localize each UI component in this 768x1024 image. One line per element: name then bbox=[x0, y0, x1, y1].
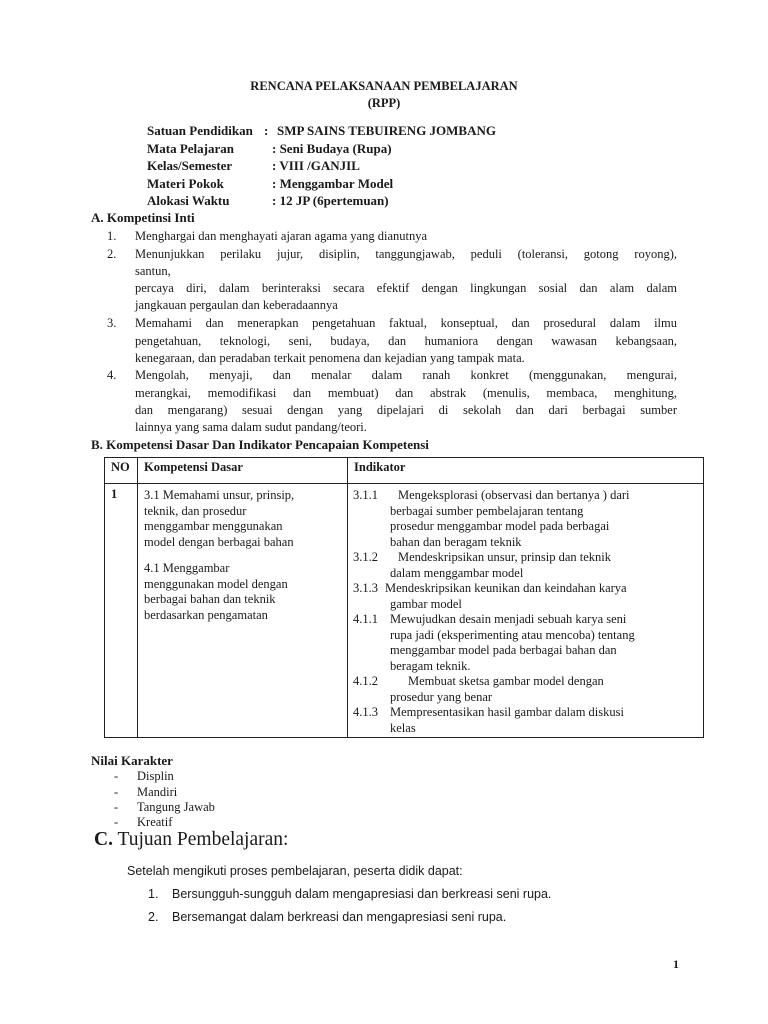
indicator-line: Mengeksplorasi (observasi dan bertanya ) dari bbox=[398, 488, 630, 502]
kd-line: berdasarkan pengamatan bbox=[144, 607, 268, 622]
indicator-line: Mempresentasikan hasil gambar dalam diskusi bbox=[390, 705, 624, 719]
kd-line: menggunakan model dengan bbox=[144, 576, 288, 591]
section-c-letter: C. bbox=[94, 829, 113, 850]
column-header-indikator: Indikator bbox=[348, 458, 704, 484]
section-b-heading: B. Kompetensi Dasar Dan Indikator Pencapaian Kompetensi bbox=[91, 437, 429, 452]
list-item-line: Mengolah, menyaji, dan menalar dalam ranah konkret (menggunakan, mengurai, bbox=[135, 368, 677, 382]
indicator-line: kelas bbox=[390, 720, 416, 735]
table-header-row bbox=[105, 458, 704, 484]
list-item: Bersemangat dalam berkreasi dan mengapresiasi seni rupa. bbox=[172, 910, 507, 924]
list-item: Bersungguh-sungguh dalam mengapresiasi dan berkreasi seni rupa. bbox=[172, 887, 552, 901]
indicator-line: beragam teknik. bbox=[390, 658, 471, 673]
indicator-line: prosedur menggambar model pada berbagai bbox=[390, 519, 610, 533]
table-row bbox=[105, 484, 704, 738]
indicator-line: Membuat sketsa gambar model dengan bbox=[408, 674, 604, 688]
indicator-line: menggambar model pada berbagai bahan dan bbox=[390, 643, 617, 657]
list-item-line: santun, bbox=[135, 264, 171, 278]
list-number: 2. bbox=[107, 247, 117, 261]
list-number: 1. bbox=[148, 887, 159, 901]
indicator-line: Mewujudkan desain menjadi sebuah karya seni bbox=[390, 612, 627, 626]
kd-line: teknik, dan prosedur bbox=[144, 503, 247, 518]
list-number: 4. bbox=[107, 368, 117, 382]
indicator-code: 3.1.1 bbox=[353, 488, 378, 502]
section-a-heading: A. Kompetinsi Inti bbox=[91, 210, 195, 225]
meta-key: Alokasi Waktu bbox=[147, 193, 230, 208]
kd-line: menggambar menggunakan bbox=[144, 519, 283, 533]
kd-line: berbagai bahan dan teknik bbox=[144, 592, 276, 606]
indicator-code: 4.1.2 bbox=[353, 674, 378, 688]
cell-indikator bbox=[348, 484, 704, 738]
meta-key: Satuan Pendidikan bbox=[147, 123, 253, 138]
section-c-heading: C. Tujuan Pembelajaran: bbox=[94, 829, 289, 850]
indicator-line: bahan dan beragam teknik bbox=[390, 534, 522, 549]
competency-table bbox=[104, 457, 704, 738]
bullet: - bbox=[114, 769, 119, 783]
list-item-line: lainnya yang sama dalam sudut pandang/teori. bbox=[135, 420, 367, 434]
meta-value: : VIII /GANJIL bbox=[272, 158, 360, 173]
list-number: 1. bbox=[107, 229, 117, 243]
nilai-karakter-heading: Nilai Karakter bbox=[91, 753, 173, 768]
list-item-line: pengetahuan, teknologi, seni, budaya, dan humaniora dengan wawasan kebangsaan, bbox=[135, 334, 677, 348]
indicator-line: prosedur yang benar bbox=[390, 689, 493, 704]
row-number: 1 bbox=[111, 487, 118, 501]
indicator-line: rupa jadi (eksperimenting atau mencoba) tentang bbox=[390, 627, 635, 642]
list-item: Tangung Jawab bbox=[137, 800, 215, 814]
list-number: 3. bbox=[107, 316, 117, 330]
list-item-line: jangkauan pergaulan dan keberadaannya bbox=[135, 298, 338, 312]
column-header-no: NO bbox=[105, 458, 138, 484]
bullet: - bbox=[114, 815, 119, 829]
list-number: 2. bbox=[148, 910, 159, 924]
column-header-kd: Kompetensi Dasar bbox=[138, 458, 348, 484]
section-c-intro: Setelah mengikuti proses pembelajaran, peserta didik dapat: bbox=[127, 864, 463, 878]
document-subtitle: (RPP) bbox=[367, 96, 401, 110]
list-item-line: Memahami dan menerapkan pengetahuan faktual, konseptual, dan prosedural dalam ilmu bbox=[135, 316, 677, 330]
bullet: - bbox=[114, 785, 119, 799]
cell-no bbox=[105, 484, 138, 738]
list-item: Mandiri bbox=[137, 785, 178, 799]
kd-line: 4.1 Menggambar bbox=[144, 561, 230, 575]
indicator-code: 4.1.1 bbox=[353, 612, 378, 626]
meta-value: : Seni Budaya (Rupa) bbox=[272, 141, 392, 156]
indicator-line: dalam menggambar model bbox=[390, 565, 524, 580]
meta-value-school: SMP SAINS TEBUIRENG JOMBANG bbox=[277, 123, 496, 138]
kd-line: model dengan berbagai bahan bbox=[144, 534, 294, 549]
meta-value: : 12 JP (6pertemuan) bbox=[272, 193, 389, 208]
list-item-line: Menunjukkan perilaku jujur, disiplin, tanggungjawab, peduli (toleransi, gotong royong), bbox=[135, 247, 677, 261]
meta-value: : Menggambar Model bbox=[272, 176, 394, 191]
indicator-line: berbagai sumber pembelajaran tentang bbox=[390, 503, 584, 518]
indicator-line: gambar model bbox=[390, 596, 462, 611]
page-number: 1 bbox=[673, 957, 679, 971]
list-item: Kreatif bbox=[137, 815, 173, 829]
kd-line: 3.1 Memahami unsur, prinsip, bbox=[144, 488, 295, 502]
indicator-line: Mendeskripsikan keunikan dan keindahan karya bbox=[385, 581, 627, 595]
list-item-line: percaya diri, dalam berinteraksi secara efektif dengan lingkungan sosial dan alam dalam bbox=[135, 281, 677, 295]
list-item-line: kenegaraan, dan peradaban terkait penomena dan kejadian yang tampak mata. bbox=[135, 351, 525, 365]
list-item-line: Menghargai dan menghayati ajaran agama yang dianutnya bbox=[135, 229, 428, 243]
meta-key: Kelas/Semester bbox=[147, 158, 233, 173]
list-item-line: merangkai, memodifikasi dan membuat) dan abstrak (menulis, membaca, menghitung, bbox=[135, 386, 677, 400]
list-item-line: dan mengarang) sesuai dengan yang dipelajari di sekolah dan dari berbagai sumber bbox=[135, 403, 677, 417]
indicator-code: 4.1.3 bbox=[353, 705, 378, 719]
bullet: - bbox=[114, 800, 119, 814]
indicator-line: Mendeskripsikan unsur, prinsip dan teknik bbox=[398, 550, 612, 564]
cell-kompetensi-dasar bbox=[138, 484, 348, 738]
meta-key: Materi Pokok bbox=[147, 176, 224, 191]
meta-key: Mata Pelajaran bbox=[147, 141, 235, 156]
list-item: Displin bbox=[137, 769, 174, 783]
indicator-code: 3.1.2 bbox=[353, 550, 378, 564]
document-title: RENCANA PELAKSANAAN PEMBELAJARAN bbox=[250, 79, 518, 93]
meta-colon: : bbox=[264, 123, 269, 138]
indicator-code: 3.1.3 bbox=[353, 581, 378, 595]
